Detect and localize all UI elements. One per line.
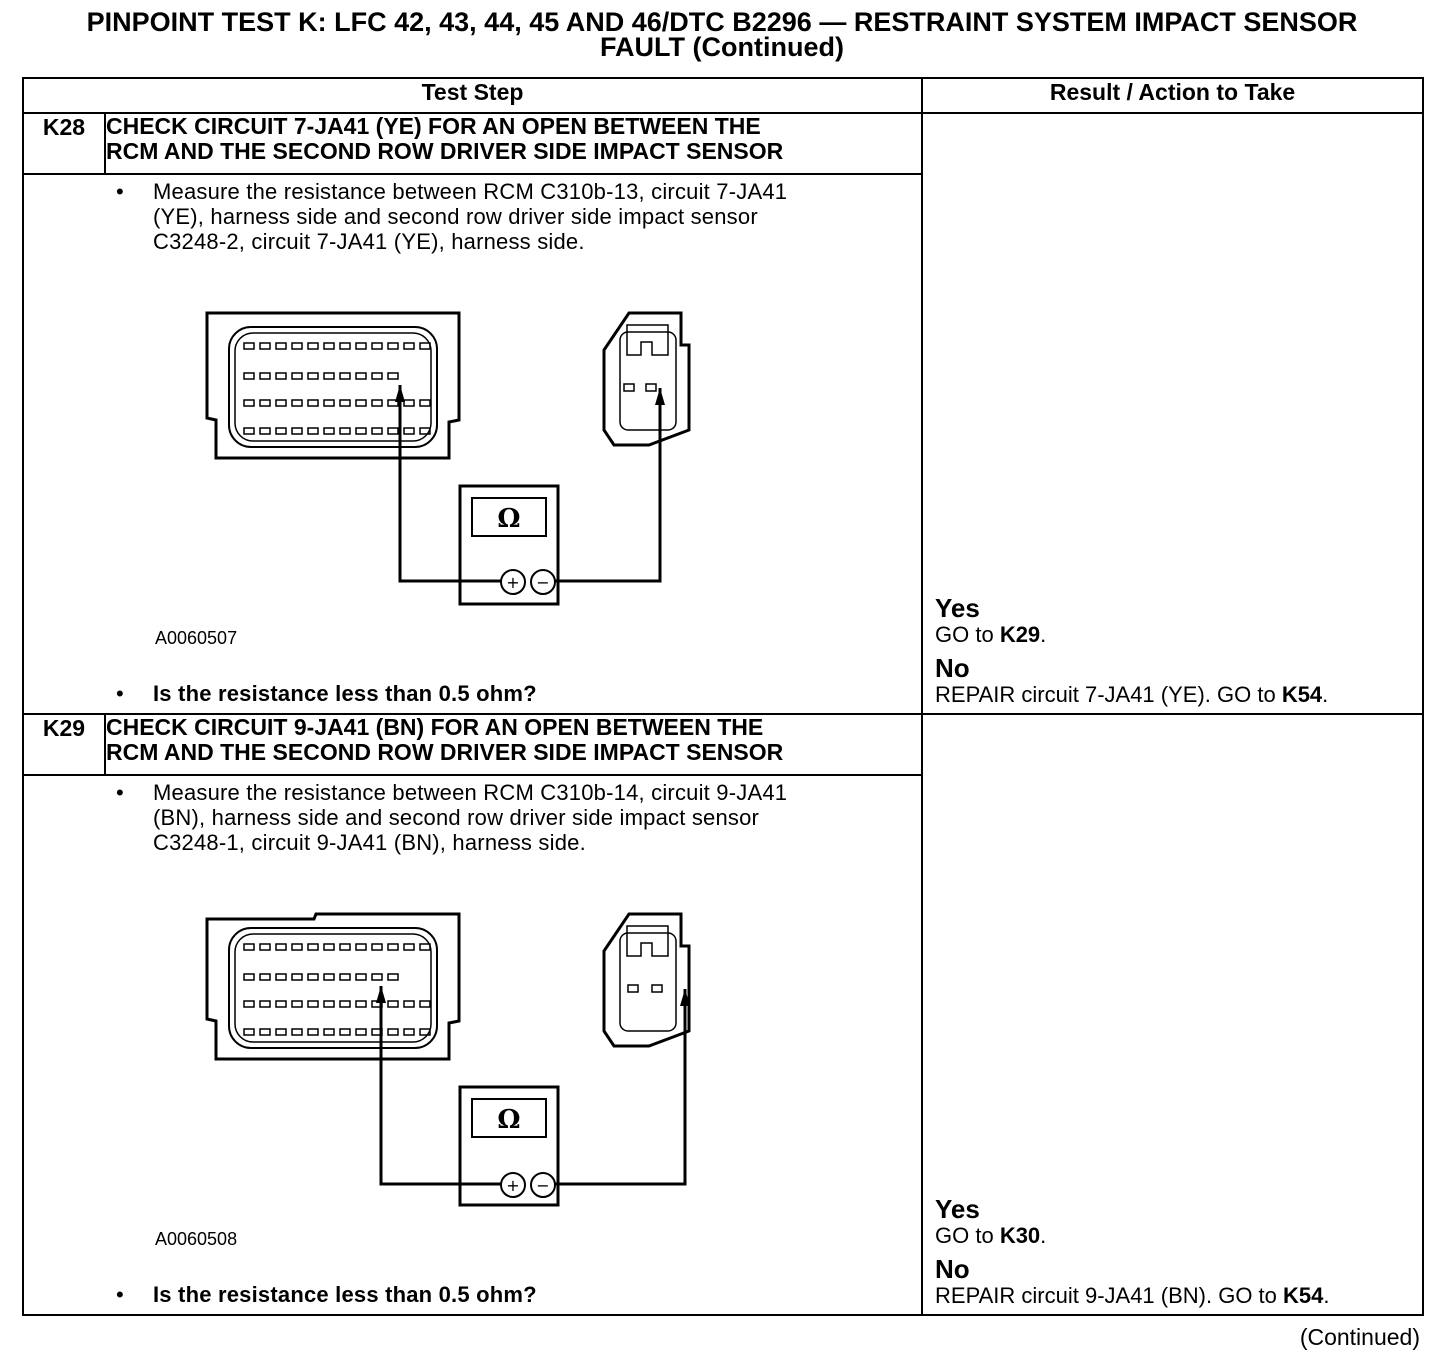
step-heading-line-1: CHECK CIRCUIT 7-JA41 (YE) FOR AN OPEN BETWEEN THE	[106, 113, 761, 139]
yes-target-link[interactable]: K29	[999, 622, 1041, 647]
minus-sign: −	[536, 1176, 550, 1195]
no-label: No	[935, 653, 970, 683]
continued-label: (Continued)	[1299, 1324, 1420, 1350]
result-no	[935, 654, 1328, 707]
figure-id: A0060508	[155, 1229, 238, 1249]
negative-lead	[542, 989, 685, 1184]
step-heading	[105, 714, 922, 775]
instruction-bullet	[116, 179, 896, 259]
step-id: K29	[23, 714, 105, 775]
question-text: Is the resistance less than 0.5 ohm?	[153, 681, 537, 706]
instruction-text: Measure the resistance between RCM C310b-14, circuit 9-JA41 (BN), harness side and second row driver side impact sensor C3248-1, circuit 9-JA41 (BN), harness side.	[153, 780, 788, 855]
step-heading-line-2: RCM AND THE SECOND ROW DRIVER SIDE IMPACT SENSOR	[106, 739, 784, 765]
instruction-text: Measure the resistance between RCM C310b-13, circuit 7-JA41 (YE), harness side and second row driver side impact sensor C3248-2, circuit 7-JA41 (YE), harness side.	[153, 179, 788, 254]
step-body	[23, 775, 922, 1315]
no-label: No	[935, 1254, 970, 1284]
minus-sign: −	[536, 573, 550, 592]
no-target-link[interactable]: K54	[1283, 1283, 1324, 1308]
yes-label: Yes	[935, 593, 980, 623]
diagram-k29	[204, 911, 764, 1221]
no-action: REPAIR circuit 7-JA41 (YE). GO to K54.	[935, 682, 1329, 707]
yes-action: GO to K29.	[935, 622, 1047, 647]
question-bullet	[116, 1282, 896, 1310]
no-target-link[interactable]: K54	[1281, 682, 1323, 707]
bullet-glyph: •	[116, 681, 124, 706]
instruction-bullet	[116, 780, 896, 860]
diagram-k28	[204, 310, 764, 620]
page-title	[0, 7, 1444, 62]
title-line-2: FAULT (Continued)	[600, 32, 844, 62]
negative-lead	[542, 388, 660, 581]
pinpoint-test-table	[22, 77, 1424, 1316]
question-bullet	[116, 681, 896, 709]
ohm-symbol: Ω	[497, 504, 521, 534]
positive-lead	[381, 986, 502, 1184]
result-yes	[935, 1195, 1046, 1248]
step-heading-line-1: CHECK CIRCUIT 9-JA41 (BN) FOR AN OPEN BETWEEN THE	[106, 714, 764, 740]
header-test-step: Test Step	[23, 78, 922, 113]
yes-action: GO to K30.	[935, 1223, 1047, 1248]
step-heading-line-2: RCM AND THE SECOND ROW DRIVER SIDE IMPACT SENSOR	[106, 138, 784, 164]
plus-sign: +	[506, 1176, 520, 1195]
bullet-glyph: •	[116, 1282, 124, 1307]
yes-target-link[interactable]: K30	[999, 1223, 1041, 1248]
no-action: REPAIR circuit 9-JA41 (BN). GO to K54.	[935, 1283, 1330, 1308]
question-text: Is the resistance less than 0.5 ohm?	[153, 1282, 537, 1307]
step-id: K28	[23, 113, 105, 174]
rcm-pin-rows	[244, 944, 430, 1035]
bullet-glyph: •	[116, 179, 124, 204]
result-yes	[935, 594, 1046, 647]
result-no	[935, 1255, 1330, 1308]
step-heading	[105, 113, 922, 174]
result-cell	[922, 113, 1423, 714]
title-line-1: PINPOINT TEST K: LFC 42, 43, 44, 45 AND 46/DTC B2296 — RESTRAINT SYSTEM IMPACT SENSOR	[86, 7, 1358, 37]
bullet-glyph: •	[116, 780, 124, 805]
step-body	[23, 174, 922, 714]
ohm-symbol: Ω	[497, 1105, 521, 1135]
header-result: Result / Action to Take	[922, 78, 1423, 113]
figure-id: A0060507	[155, 628, 238, 648]
positive-lead	[400, 385, 502, 581]
rcm-pin-rows	[244, 343, 430, 434]
plus-sign: +	[506, 573, 520, 592]
result-cell	[922, 714, 1423, 1315]
yes-label: Yes	[935, 1194, 980, 1224]
